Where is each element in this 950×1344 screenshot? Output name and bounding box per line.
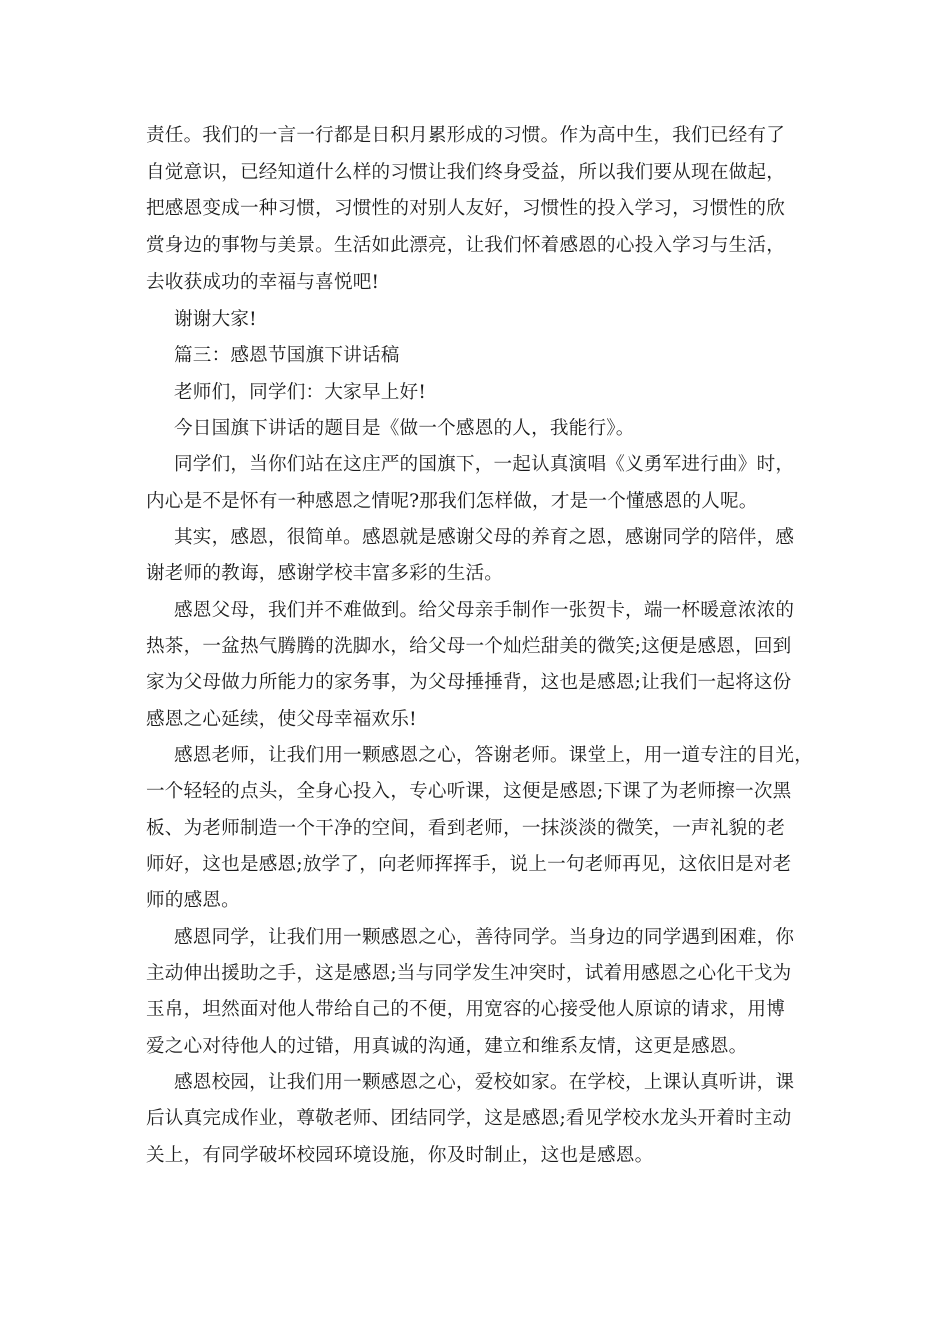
text-line: 爱之心对待他人的过错，用真诚的沟通，建立和维系友情，这更是感恩。: [146, 1036, 748, 1057]
paragraph-start: 其实，感恩，很简单。感恩就是感谢父母的养育之恩，感谢同学的陪伴，感: [174, 527, 795, 548]
text-line: 把感恩变成一种习惯，习惯性的对别人友好，习惯性的投入学习，习惯性的欣: [146, 198, 785, 219]
text-line: 一个轻轻的点头，全身心投入，专心听课，这便是感恩;下课了为老师擦一次黑: [146, 781, 792, 802]
text-line: 家为父母做力所能力的家务事，为父母捶捶背，这也是感恩;让我们一起将这份: [146, 672, 792, 693]
text-line: 后认真完成作业，尊敬老师、团结同学，这是感恩;看见学校水龙头开着时主动: [146, 1108, 792, 1129]
closing-thanks: 谢谢大家!: [174, 309, 257, 330]
text-line: 责任。我们的一言一行都是日积月累形成的习惯。作为高中生，我们已经有了: [146, 125, 785, 146]
paragraph-start: 感恩父母，我们并不难做到。给父母亲手制作一张贺卡，端一杯暖意浓浓的: [174, 600, 795, 621]
text-line: 赏身边的事物与美景。生活如此漂亮，让我们怀着感恩的心投入学习与生活，: [146, 235, 785, 256]
paragraph-start: 同学们，当你们站在这庄严的国旗下，一起认真演唱《义勇军进行曲》时，: [174, 454, 795, 475]
text-line: 热茶，一盆热气腾腾的洗脚水，给父母一个灿烂甜美的微笑;这便是感恩，回到: [146, 636, 792, 657]
text-line: 关上，有同学破坏校园环境设施，你及时制止，这也是感恩。: [146, 1145, 654, 1166]
text-line: 去收获成功的幸福与喜悦吧!: [146, 272, 380, 293]
speech-title-line: 今日国旗下讲话的题目是《做一个感恩的人，我能行》。: [174, 418, 635, 439]
text-line: 内心是不是怀有一种感恩之情呢?那我们怎样做，才是一个懂感恩的人呢。: [146, 491, 758, 512]
paragraph-start: 感恩同学，让我们用一颗感恩之心，善待同学。当身边的同学遇到困难，你: [174, 927, 795, 948]
section-heading: 篇三：感恩节国旗下讲话稿: [174, 345, 400, 366]
text-line: 板、为老师制造一个干净的空间，看到老师，一抹淡淡的微笑，一声礼貌的老: [146, 818, 785, 839]
greeting-line: 老师们，同学们：大家早上好!: [174, 382, 426, 403]
paragraph-start: 感恩校园，让我们用一颗感恩之心，爱校如家。在学校，上课认真听讲，课: [174, 1072, 795, 1093]
text-line: 感恩之心延续，使父母幸福欢乐!: [146, 709, 417, 730]
text-line: 主动伸出援助之手，这是感恩;当与同学发生冲突时，试着用感恩之心化干戈为: [146, 963, 792, 984]
text-line: 师的感恩。: [146, 890, 240, 911]
text-line: 自觉意识，已经知道什么样的习惯让我们终身受益，所以我们要从现在做起，: [146, 162, 785, 183]
text-line: 玉帛，坦然面对他人带给自己的不便，用宽容的心接受他人原谅的请求，用博: [146, 999, 785, 1020]
paragraph-start: 感恩老师，让我们用一颗感恩之心，答谢老师。课堂上，用一道专注的目光，: [174, 745, 813, 766]
text-line: 师好，这也是感恩;放学了，向老师挥挥手，说上一句老师再见，这依旧是对老: [146, 854, 792, 875]
text-line: 谢老师的教诲，感谢学校丰富多彩的生活。: [146, 563, 504, 584]
